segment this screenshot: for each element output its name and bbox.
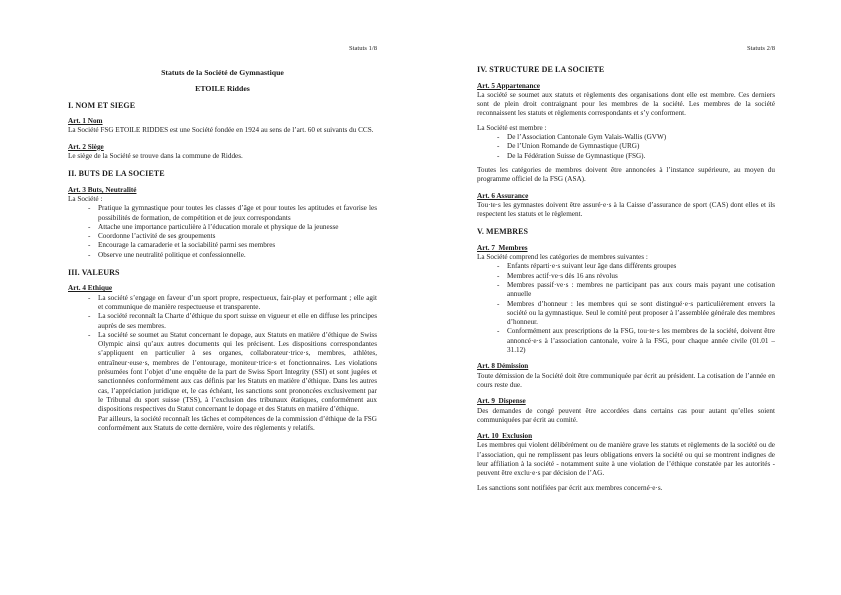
statutes-page-1	[68, 0, 377, 433]
article-heading: Art. 2 Siège	[68, 142, 104, 151]
paragraph: La société se soumet aux statuts et règlements des organisations dont elle est membre. Ces derniers sont de plein droit contraignant pour les membres de la société. Les membres de la société reconnaissent les statuts et règlements correspondants et s’y conforment.	[477, 90, 775, 118]
list-item: - La société reconnaît la Charte d’éthique du sport suisse en vigueur et elle en diffuse les principes auprès de ses membres.	[68, 312, 377, 331]
article-heading: Art. 8 Démission	[477, 362, 529, 371]
list-item: - Membres actif·ve·s dès 16 ans révolus	[477, 272, 775, 281]
paragraph: Des demandes de congé peuvent être accordées dans certains cas pour autant qu’elles soient communiquées par écrit au comité.	[477, 406, 775, 424]
list-item: - Conformément aux prescriptions de la FSG, tou·te·s les membres de la société, doivent être annoncé·e·s à l’association cantonale, voire à la FSG, pour chaque année civile (01.01 – 31.12)	[477, 327, 775, 355]
article-heading: Art. 10 Exclusion	[477, 432, 533, 441]
list-item: - Observe une neutralité politique et confessionnelle.	[68, 251, 377, 260]
list-item: - De la Fédération Suisse de Gymnastique (FSG).	[477, 152, 775, 161]
paragraph: Le siège de la Société se trouve dans la commune de Riddes.	[68, 152, 243, 161]
list-item: - De l’Association Cantonale Gym Valais-Wallis (GVW)	[477, 133, 775, 142]
article-8-demission	[477, 362, 775, 390]
article-7-membres	[477, 244, 775, 356]
article-6-assurance	[477, 192, 775, 220]
article-10-exclusion	[477, 432, 775, 493]
paragraph: Les sanctions sont notifiées par écrit aux membres concerné·e·s.	[477, 483, 663, 492]
list-item: - De l’Union Romande de Gymnastique (URG)	[477, 142, 775, 151]
section-heading-buts: II. BUTS DE LA SOCIETE	[68, 169, 165, 179]
paragraph: La Société FSG ETOILE RIDDES est une Société fondée en 1924 au sens de l’art. 60 et suivants du CCS.	[68, 126, 374, 135]
page-number: Statuts 1/8	[348, 45, 377, 52]
article-heading: Art. 4 Ethique	[68, 284, 113, 293]
bullet-list	[68, 294, 377, 415]
document-subtitle: ETOILE Riddes	[195, 83, 250, 93]
paragraph: Tou·te·s les gymnastes doivent être assuré·e·s à la Caisse d’assurance de sport (CAS) dont elles et ils respectent les statuts et le règlement.	[477, 200, 775, 219]
document-title: Statuts de la Société de Gymnastique	[161, 68, 284, 78]
paragraph: Toute démission de la Société doit être communiquée par écrit au président. La cotisation de l’année en cours reste due.	[477, 371, 775, 389]
article-heading: Art. 9 Dispense	[477, 397, 526, 406]
section-heading-structure: IV. STRUCTURE DE LA SOCIETE	[477, 65, 605, 75]
bullet-list	[477, 133, 775, 161]
section-heading-membres: V. MEMBRES	[477, 227, 529, 237]
list-item: - La société se soumet au Statut concernant le dopage, aux Statuts en matière d’éthique de Swiss Olympic ainsi qu’aux autres documents qui les précisent. Les dispositions correspondantes s’appliquent en particulier à ses organes, collaborateur·trice·s, membres, athlètes, entraîneur·euse·s, membres de l’entourage, moniteur·trice·s et fonctionnaires. Les violations présumées font l’objet d’une enquête de la part de Swiss Sport Integrity (SSI) et sont jugées et sanctionnées conformément aux cas définis par les Statuts en matière d’éthique. Dans les autres cas, l’appréciation juridique et, le cas échéant, les sanctions sont prononcées exclusivement par le Tribunal du sport suisse (TSS), à l’exclusion des tribunaux étatiques, conformément aux dispositions respectives du Statut concernant le dopage et des Statuts en matière d’éthique.	[68, 331, 377, 415]
article-5-appartenance	[477, 82, 775, 185]
article-3-buts-neutralite	[68, 186, 377, 260]
list-item: - Membres d’honneur : les membres qui se sont distingué·e·s particulièrement envers la société ou la gymnastique. Seul le comité peut proposer à l’assemblée générale des membres d’honneur.	[477, 300, 775, 328]
bullet-list	[68, 204, 377, 260]
section-heading-nom-et-siege: I. NOM ET SIEGE	[68, 100, 136, 110]
list-item: - Coordonne l’activité de ses groupements	[68, 232, 377, 241]
article-heading: Art. 1 Nom	[68, 117, 103, 126]
article-heading: Art. 5 Appartenance	[477, 81, 540, 90]
article-4-ethique	[68, 284, 377, 433]
paragraph: Par ailleurs, la société reconnaît les tâches et compétences de la commission d’éthique de la FSG conformément aux Statuts de cette dernière, voire des règlements y relatifs.	[98, 414, 377, 432]
paragraph: Les membres qui violent délibérément ou de manière grave les statuts et règlements de la société ou de l’association, qui ne remplissent pas leurs obligations envers la société ou qui se montrent indignes de leur affiliation à la société - notamment suite à une violation de l’éthique constatée par les autorités - peuvent être exclu·e·s par décision de l’AG.	[477, 441, 775, 478]
list-item: - Membres passif·ve·s : membres ne participant pas aux cours mais payant une cotisation annuelle	[477, 281, 775, 300]
article-1-nom	[68, 117, 377, 136]
list-item: - Pratique la gymnastique pour toutes les classes d’âge et pour toutes les aptitudes et favorise les possibilités de formation, de compétition et de jeux correspondants	[68, 204, 377, 223]
bullet-list	[477, 262, 775, 355]
article-9-dispense	[477, 397, 775, 425]
page-number: Statuts 2/8	[746, 45, 775, 52]
list-item: - Enfants réparti·e·s suivant leur âge dans différents groupes	[477, 262, 775, 271]
article-heading: Art. 3 Buts, Neutralité	[68, 185, 137, 194]
paragraph: La Société comprend les catégories de membres suivantes :	[477, 253, 648, 262]
paragraph: La Société est membre :	[477, 123, 547, 132]
statutes-page-2	[477, 0, 775, 493]
section-heading-valeurs: III. VALEURS	[68, 268, 120, 278]
article-heading: Art. 7 Membres	[477, 243, 528, 252]
list-item: - Attache une importance particulière à l’éducation morale et physique de la jeunesse	[68, 223, 377, 232]
paragraph: Toutes les catégories de membres doivent être annoncées à l’instance supérieure, au moyen du programme officiel de la FSG (ASA).	[477, 165, 775, 184]
paragraph: La Société :	[68, 194, 103, 203]
article-2-siege	[68, 143, 377, 162]
list-item: - La société s’engage en faveur d’un sport propre, respectueux, fair-play et performant ; elle agit et communique de manière respectueuse et transparente.	[68, 294, 377, 313]
article-heading: Art. 6 Assurance	[477, 191, 529, 200]
list-item: - Encourage la camaraderie et la sociabilité parmi ses membres	[68, 241, 377, 250]
